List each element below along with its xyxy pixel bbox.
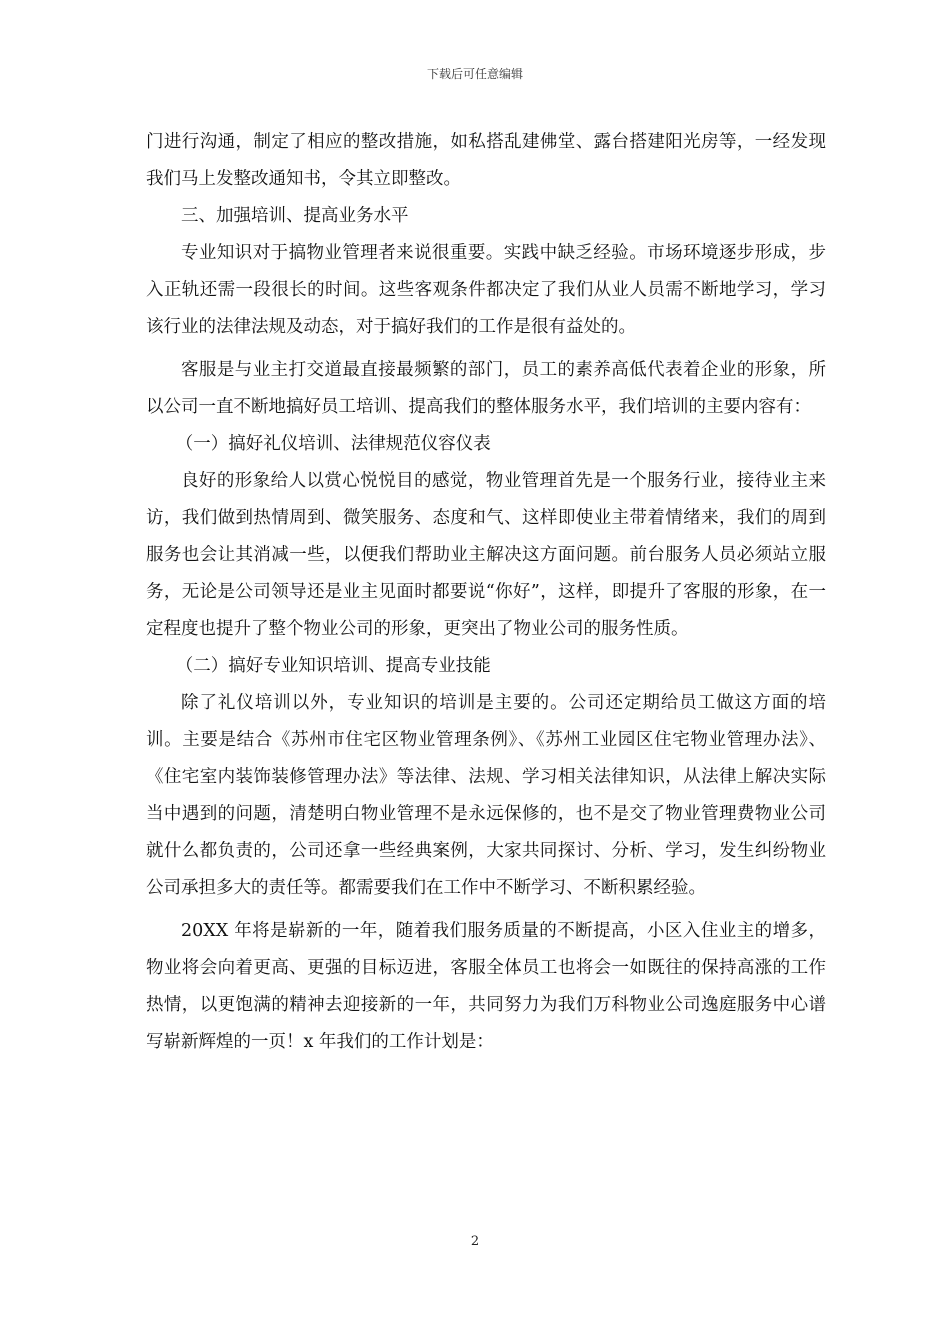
page-number: 2	[470, 1234, 480, 1249]
paragraph-customer-service: 客服是与业主打交道最直接最频繁的部门，员工的素养高低代表着企业的形象，所以公司一直不断地搞好员工培训、提高我们的整体服务水平，我们培训的主要内容有：	[146, 360, 826, 417]
page-header: 下载后可任意编辑	[426, 67, 523, 81]
subheading-etiquette: （一）搞好礼仪培训、法律规范仪容仪表	[175, 434, 491, 454]
paragraph-professional-knowledge: 专业知识对于搞物业管理者来说很重要。实践中缺乏经验。市场环境逐步形成，步入正轨还需一段很长的时间。这些客观条件都决定了我们从业人员需不断地学习，学习该行业的法律法规及动态，对于搞好我们的工作是很有益处的。	[146, 243, 826, 337]
subheading-professional-skills: （二）搞好专业知识培训、提高专业技能	[175, 656, 491, 676]
paragraph-new-year-plan: 20XX 年将是崭新的一年，随着我们服务质量的不断提高，小区入住业主的增多，物业将会向着更高、更强的目标迈进，客服全体员工也将会一如既往的保持高涨的工作热情，以更饱满的精神去迎接新的一年，共同努力为我们万科物业公司逸庭服务中心谱写崭新辉煌的一页！x 年我们的工作计划是：	[146, 921, 826, 1052]
paragraph-continuation: 门进行沟通，制定了相应的整改措施，如私搭乱建佛堂、露台搭建阳光房等，一经发现我们马上发整改通知书，令其立即整改。	[146, 132, 826, 189]
document-body	[146, 124, 826, 1061]
paragraph-etiquette: 良好的形象给人以赏心悦悦目的感觉，物业管理首先是一个服务行业，接待业主来访，我们做到热情周到、微笑服务、态度和气、这样即使业主带着情绪来，我们的周到服务也会让其消减一些，以便我们帮助业主解决这方面问题。前台服务人员必须站立服务，无论是公司领导还是业主见面时都要说“你好”，这样，即提升了客服的形象，在一定程度也提升了整个物业公司的形象，更突出了物业公司的服务性质。	[146, 471, 826, 639]
paragraph-professional-skills: 除了礼仪培训以外，专业知识的培训是主要的。公司还定期给员工做这方面的培训。主要是结合《苏州市住宅区物业管理条例》、《苏州工业园区住宅物业管理办法》、《住宅室内装饰装修管理办法》等法律、法规、学习相关法律知识，从法律上解决实际当中遇到的问题，清楚明白物业管理不是永远保修的，也不是交了物业管理费物业公司就什么都负责的，公司还拿一些经典案例，大家共同探讨、分析、学习，发生纠纷物业公司承担多大的责任等。都需要我们在工作中不断学习、不断积累经验。	[146, 693, 826, 898]
section-heading-training: 三、加强培训、提高业务水平	[181, 206, 409, 226]
